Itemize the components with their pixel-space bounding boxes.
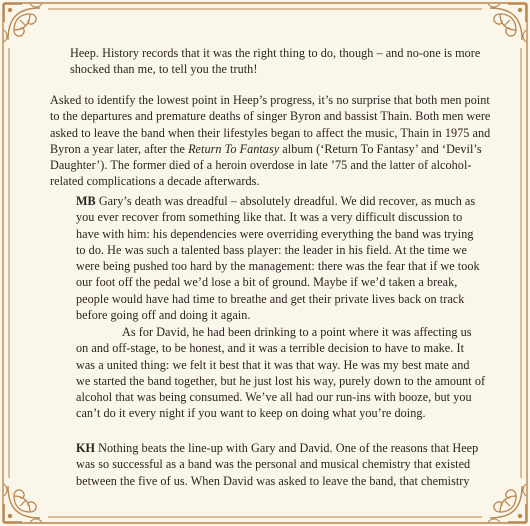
speaker-initials: KH xyxy=(76,441,96,455)
quote-kh xyxy=(76,440,486,489)
quote-mb xyxy=(76,193,486,323)
paragraph-intro-end: Heep. History records that it was the right thing to do, though – and no-one is more shocked than me, to tell you the truth! xyxy=(70,46,481,77)
narrative-text-a: Asked to identify the lowest point in Heep’s progress, it’s no surprise that both men point to the departures and premature deaths of singer Byron and bassist Thain. Both men were asked to leave the band when their lifestyles began to affect the music, Thain in 1975 and Byron a year later, after the xyxy=(50,93,491,156)
quote-text: Nothing beats the line-up with Gary and David. One of the reasons that Heep was so successful as a band was the personal and musical chemistry that existed between the five of us. When David was asked to leave the band, that chemistry xyxy=(76,441,479,488)
album-title: Return To Fantasy xyxy=(188,141,280,156)
paragraph-narrative xyxy=(50,92,494,190)
speaker-initials: MB xyxy=(76,194,96,208)
quote-text: Gary’s death was dreadful – absolutely dreadful. We did recover, as much as you ever recover from something like that. It was a very difficult discussion to have with him: his dependencies were overriding everything the band was trying to do. He was such a talented bass player: the leader in his field. At the time we were being pushed too hard by the management: there was the fear that if we took our foot off the pedal we’d lose a bit of ground. Maybe if we’d taken a break, people would have had time to breathe and get their private lives back on track before going off and doing it again. xyxy=(76,194,480,323)
quote-mb-continued: As for David, he had been drinking to a point where it was affecting us on and off-stage, to be honest, and it was a terrible decision to have to make. It was a united thing: we felt it best that it was that way. He was my best mate and we started the band together, but he just lost his way, purely down to the amount of alcohol that was being consumed. We’ve all had our run-ins with booze, but you can’t do it every night if you want to keep on doing what you’re doing. xyxy=(76,325,486,421)
narrative-text-b: album (‘Return To Fantasy’ and ‘Devil’s Daughter’). The former died of a heroin overdose in late ’75 and the latter of alcohol-related complications a decade afterwards. xyxy=(50,141,482,189)
